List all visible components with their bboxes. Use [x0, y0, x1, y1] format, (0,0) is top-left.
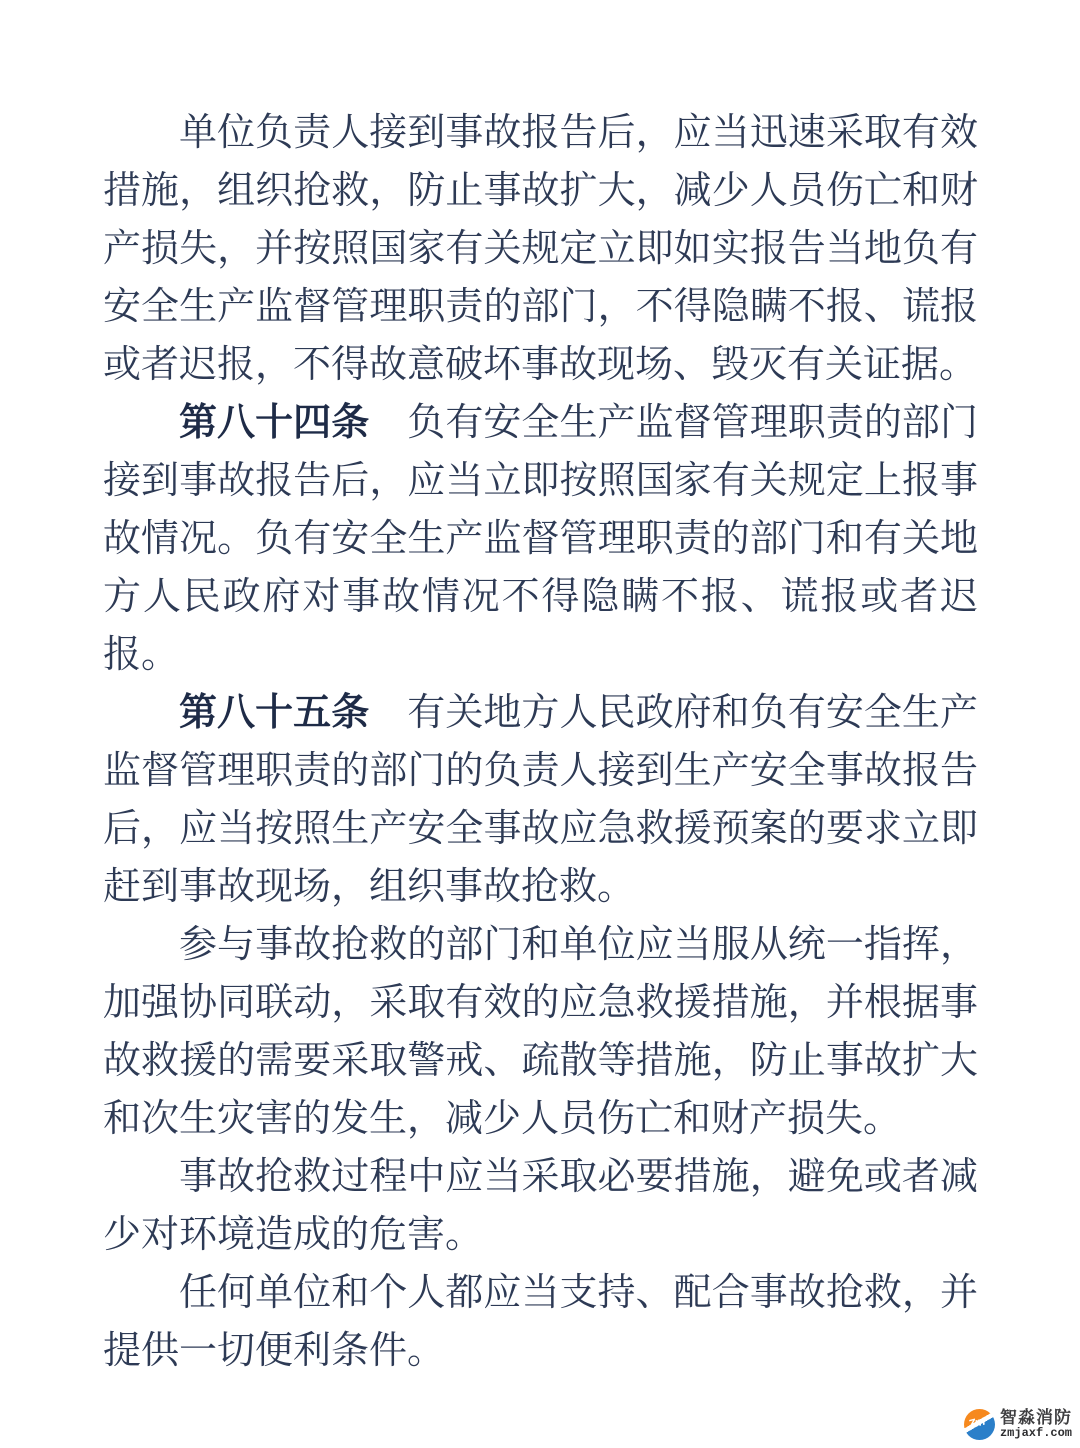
legal-paragraph — [103, 916, 978, 1148]
legal-paragraph — [103, 1264, 978, 1380]
watermark — [964, 1409, 1072, 1440]
legal-paragraph — [103, 684, 978, 916]
legal-paragraph — [103, 394, 978, 684]
zhimiao-fire-logo-icon — [964, 1409, 995, 1440]
paragraph-text: 任何单位和个人都应当支持、配合事故抢救，并提供一切便利条件。 — [103, 1272, 978, 1372]
watermark-brand: 智淼消防 — [999, 1408, 1072, 1428]
legal-text-block — [103, 104, 978, 1380]
article-number: 第八十五条 — [179, 692, 370, 734]
paragraph-text: 单位负责人接到事故报告后，应当迅速采取有效措施，组织抢救，防止事故扩大，减少人员伤亡和财产损失，并按照国家有关规定立即如实报告当地负有安全生产监督管理职责的部门，不得隐瞒不报、谎报或者迟报，不得故意破坏事故现场、毁灭有关证据。 — [103, 112, 978, 386]
watermark-text — [1000, 1409, 1072, 1439]
paragraph-text: 负有安全生产监督管理职责的部门接到事故报告后，应当立即按照国家有关规定上报事故情况。负有安全生产监督管理职责的部门和有关地方人民政府对事故情况不得隐瞒不报、谎报或者迟报。 — [103, 402, 978, 676]
paragraph-text: 事故抢救过程中应当采取必要措施，避免或者减少对环境造成的危害。 — [103, 1156, 978, 1256]
watermark-domain: zmjaxf.com — [999, 1426, 1072, 1441]
paragraph-text: 有关地方人民政府和负有安全生产监督管理职责的部门的负责人接到生产安全事故报告后，应当按照生产安全事故应急救援预案的要求立即赶到事故现场，组织事故抢救。 — [103, 692, 978, 908]
legal-paragraph — [103, 104, 978, 394]
legal-paragraph — [103, 1148, 978, 1264]
article-number: 第八十四条 — [179, 402, 370, 444]
logo-monogram: Zm — [967, 1413, 987, 1431]
paragraph-text: 参与事故抢救的部门和单位应当服从统一指挥，加强协同联动，采取有效的应急救援措施，并根据事故救援的需要采取警戒、疏散等措施，防止事故扩大和次生灾害的发生，减少人员伤亡和财产损失。 — [103, 924, 978, 1140]
